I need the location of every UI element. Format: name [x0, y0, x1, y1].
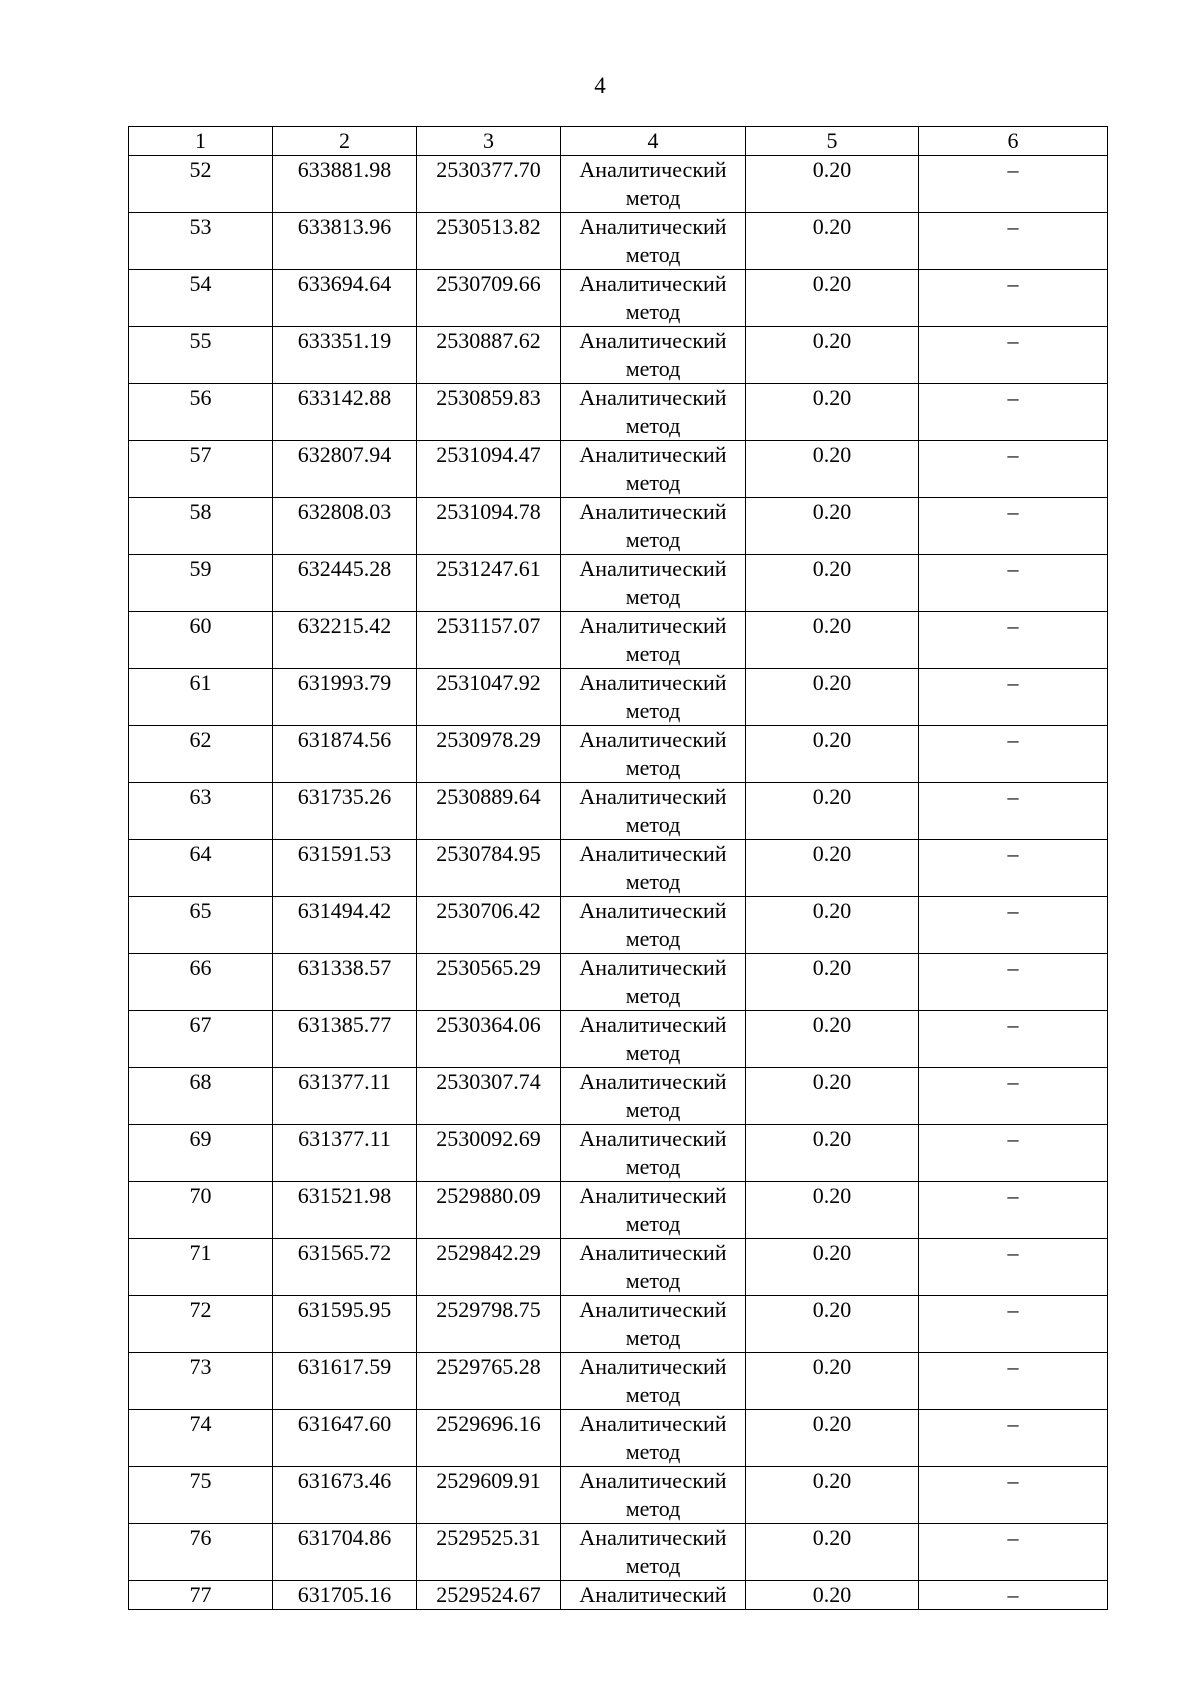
method-text: Аналитический метод	[579, 1297, 727, 1350]
method-cell	[561, 441, 746, 498]
x-coordinate-cell: 633881.98	[273, 156, 417, 213]
y-coordinate-cell: 2529524.67	[417, 1581, 561, 1610]
method-text: Аналитический метод	[579, 1468, 727, 1521]
x-coordinate-cell: 632445.28	[273, 555, 417, 612]
method-text: Аналитический метод	[579, 556, 727, 609]
point-number-cell: 75	[129, 1467, 273, 1524]
table-row	[129, 954, 1108, 1011]
point-number-cell: 64	[129, 840, 273, 897]
accuracy-cell: 0.20	[746, 441, 919, 498]
table-row	[129, 498, 1108, 555]
x-coordinate-cell: 631338.57	[273, 954, 417, 1011]
y-coordinate-cell: 2531047.92	[417, 669, 561, 726]
table-row	[129, 1011, 1108, 1068]
y-coordinate-cell: 2529765.28	[417, 1353, 561, 1410]
accuracy-cell: 0.20	[746, 156, 919, 213]
x-coordinate-cell: 631874.56	[273, 726, 417, 783]
header-cell: 4	[561, 127, 746, 156]
method-text: Аналитический метод	[579, 271, 727, 324]
method-cell	[561, 156, 746, 213]
note-cell: –	[919, 555, 1108, 612]
table-row	[129, 1467, 1108, 1524]
point-number-cell: 60	[129, 612, 273, 669]
accuracy-cell: 0.20	[746, 1011, 919, 1068]
point-number-cell: 62	[129, 726, 273, 783]
method-cell	[561, 897, 746, 954]
y-coordinate-cell: 2530784.95	[417, 840, 561, 897]
point-number-cell: 65	[129, 897, 273, 954]
accuracy-cell: 0.20	[746, 1296, 919, 1353]
note-cell: –	[919, 954, 1108, 1011]
method-cell	[561, 612, 746, 669]
point-number-cell: 52	[129, 156, 273, 213]
point-number-cell: 72	[129, 1296, 273, 1353]
x-coordinate-cell: 631377.11	[273, 1125, 417, 1182]
note-cell: –	[919, 1467, 1108, 1524]
point-number-cell: 55	[129, 327, 273, 384]
method-cell	[561, 1239, 746, 1296]
x-coordinate-cell: 633694.64	[273, 270, 417, 327]
y-coordinate-cell: 2531247.61	[417, 555, 561, 612]
y-coordinate-cell: 2530889.64	[417, 783, 561, 840]
table-row	[129, 1296, 1108, 1353]
note-cell: –	[919, 1524, 1108, 1581]
table-row	[129, 1239, 1108, 1296]
method-text: Аналитический метод	[579, 1525, 727, 1578]
y-coordinate-cell: 2530092.69	[417, 1125, 561, 1182]
method-cell	[561, 1011, 746, 1068]
x-coordinate-cell: 632215.42	[273, 612, 417, 669]
note-cell: –	[919, 840, 1108, 897]
note-cell: –	[919, 897, 1108, 954]
y-coordinate-cell: 2530706.42	[417, 897, 561, 954]
accuracy-cell: 0.20	[746, 384, 919, 441]
header-cell: 5	[746, 127, 919, 156]
method-text: Аналитический метод	[579, 1126, 727, 1179]
y-coordinate-cell: 2531094.47	[417, 441, 561, 498]
accuracy-cell: 0.20	[746, 1410, 919, 1467]
note-cell: –	[919, 327, 1108, 384]
x-coordinate-cell: 632808.03	[273, 498, 417, 555]
table-row	[129, 1182, 1108, 1239]
note-cell: –	[919, 1068, 1108, 1125]
point-number-cell: 63	[129, 783, 273, 840]
note-cell: –	[919, 1296, 1108, 1353]
y-coordinate-cell: 2530709.66	[417, 270, 561, 327]
method-text: Аналитический	[579, 1582, 727, 1607]
note-cell: –	[919, 612, 1108, 669]
accuracy-cell: 0.20	[746, 783, 919, 840]
accuracy-cell: 0.20	[746, 1353, 919, 1410]
table-row	[129, 1581, 1108, 1610]
note-cell: –	[919, 384, 1108, 441]
table-row	[129, 327, 1108, 384]
y-coordinate-cell: 2529880.09	[417, 1182, 561, 1239]
method-cell	[561, 1125, 746, 1182]
accuracy-cell: 0.20	[746, 897, 919, 954]
accuracy-cell: 0.20	[746, 327, 919, 384]
header-cell: 6	[919, 127, 1108, 156]
method-cell	[561, 1353, 746, 1410]
point-number-cell: 68	[129, 1068, 273, 1125]
method-cell	[561, 1068, 746, 1125]
method-cell	[561, 1467, 746, 1524]
table-row	[129, 897, 1108, 954]
x-coordinate-cell: 631704.86	[273, 1524, 417, 1581]
method-text: Аналитический метод	[579, 727, 727, 780]
y-coordinate-cell: 2530377.70	[417, 156, 561, 213]
accuracy-cell: 0.20	[746, 1125, 919, 1182]
note-cell: –	[919, 726, 1108, 783]
x-coordinate-cell: 631595.95	[273, 1296, 417, 1353]
accuracy-cell: 0.20	[746, 669, 919, 726]
header-cell: 1	[129, 127, 273, 156]
point-number-cell: 77	[129, 1581, 273, 1610]
method-cell	[561, 954, 746, 1011]
method-cell	[561, 213, 746, 270]
x-coordinate-cell: 631591.53	[273, 840, 417, 897]
x-coordinate-cell: 632807.94	[273, 441, 417, 498]
method-text: Аналитический метод	[579, 784, 727, 837]
method-text: Аналитический метод	[579, 214, 727, 267]
note-cell: –	[919, 1125, 1108, 1182]
x-coordinate-cell: 631673.46	[273, 1467, 417, 1524]
method-cell	[561, 327, 746, 384]
method-text: Аналитический метод	[579, 955, 727, 1008]
method-text: Аналитический метод	[579, 1411, 727, 1464]
note-cell: –	[919, 1011, 1108, 1068]
point-number-cell: 74	[129, 1410, 273, 1467]
note-cell: –	[919, 669, 1108, 726]
accuracy-cell: 0.20	[746, 954, 919, 1011]
note-cell: –	[919, 783, 1108, 840]
table-row	[129, 840, 1108, 897]
note-cell: –	[919, 1410, 1108, 1467]
x-coordinate-cell: 631647.60	[273, 1410, 417, 1467]
table-header	[129, 127, 1108, 156]
x-coordinate-cell: 631521.98	[273, 1182, 417, 1239]
point-number-cell: 70	[129, 1182, 273, 1239]
x-coordinate-cell: 631993.79	[273, 669, 417, 726]
table-row	[129, 555, 1108, 612]
method-text: Аналитический метод	[579, 1183, 727, 1236]
table-row	[129, 669, 1108, 726]
y-coordinate-cell: 2530859.83	[417, 384, 561, 441]
y-coordinate-cell: 2530565.29	[417, 954, 561, 1011]
accuracy-cell: 0.20	[746, 270, 919, 327]
table-row	[129, 1068, 1108, 1125]
table-row	[129, 270, 1108, 327]
y-coordinate-cell: 2529525.31	[417, 1524, 561, 1581]
method-cell	[561, 1581, 746, 1610]
method-cell	[561, 555, 746, 612]
point-number-cell: 69	[129, 1125, 273, 1182]
note-cell: –	[919, 441, 1108, 498]
method-text: Аналитический метод	[579, 1354, 727, 1407]
point-number-cell: 58	[129, 498, 273, 555]
method-cell	[561, 1296, 746, 1353]
method-text: Аналитический метод	[579, 1012, 727, 1065]
method-text: Аналитический метод	[579, 499, 727, 552]
method-text: Аналитический метод	[579, 613, 727, 666]
accuracy-cell: 0.20	[746, 1581, 919, 1610]
table-row	[129, 1524, 1108, 1581]
note-cell: –	[919, 1182, 1108, 1239]
coordinates-table	[128, 126, 1108, 1610]
header-cell: 3	[417, 127, 561, 156]
point-number-cell: 53	[129, 213, 273, 270]
point-number-cell: 57	[129, 441, 273, 498]
x-coordinate-cell: 631565.72	[273, 1239, 417, 1296]
x-coordinate-cell: 633813.96	[273, 213, 417, 270]
method-cell	[561, 498, 746, 555]
header-cell: 2	[273, 127, 417, 156]
method-text: Аналитический метод	[579, 1240, 727, 1293]
accuracy-cell: 0.20	[746, 1239, 919, 1296]
y-coordinate-cell: 2529798.75	[417, 1296, 561, 1353]
note-cell: –	[919, 270, 1108, 327]
table-row	[129, 783, 1108, 840]
point-number-cell: 71	[129, 1239, 273, 1296]
note-cell: –	[919, 156, 1108, 213]
point-number-cell: 73	[129, 1353, 273, 1410]
accuracy-cell: 0.20	[746, 555, 919, 612]
method-text: Аналитический метод	[579, 328, 727, 381]
table-row	[129, 441, 1108, 498]
table-row	[129, 156, 1108, 213]
note-cell: –	[919, 498, 1108, 555]
point-number-cell: 56	[129, 384, 273, 441]
y-coordinate-cell: 2529696.16	[417, 1410, 561, 1467]
accuracy-cell: 0.20	[746, 213, 919, 270]
table-body	[129, 156, 1108, 1610]
table-row	[129, 1353, 1108, 1410]
method-text: Аналитический метод	[579, 385, 727, 438]
y-coordinate-cell: 2529609.91	[417, 1467, 561, 1524]
accuracy-cell: 0.20	[746, 612, 919, 669]
x-coordinate-cell: 631735.26	[273, 783, 417, 840]
x-coordinate-cell: 631385.77	[273, 1011, 417, 1068]
method-text: Аналитический метод	[579, 898, 727, 951]
y-coordinate-cell: 2530887.62	[417, 327, 561, 384]
x-coordinate-cell: 633142.88	[273, 384, 417, 441]
method-cell	[561, 384, 746, 441]
accuracy-cell: 0.20	[746, 1068, 919, 1125]
method-text: Аналитический метод	[579, 841, 727, 894]
note-cell: –	[919, 1581, 1108, 1610]
table-row	[129, 1125, 1108, 1182]
x-coordinate-cell: 631377.11	[273, 1068, 417, 1125]
method-cell	[561, 270, 746, 327]
table-row	[129, 1410, 1108, 1467]
note-cell: –	[919, 1353, 1108, 1410]
point-number-cell: 67	[129, 1011, 273, 1068]
accuracy-cell: 0.20	[746, 1467, 919, 1524]
point-number-cell: 61	[129, 669, 273, 726]
x-coordinate-cell: 631494.42	[273, 897, 417, 954]
y-coordinate-cell: 2531157.07	[417, 612, 561, 669]
y-coordinate-cell: 2530978.29	[417, 726, 561, 783]
table-row	[129, 384, 1108, 441]
accuracy-cell: 0.20	[746, 1524, 919, 1581]
point-number-cell: 76	[129, 1524, 273, 1581]
method-text: Аналитический метод	[579, 1069, 727, 1122]
accuracy-cell: 0.20	[746, 726, 919, 783]
table-row	[129, 612, 1108, 669]
note-cell: –	[919, 1239, 1108, 1296]
method-cell	[561, 840, 746, 897]
point-number-cell: 66	[129, 954, 273, 1011]
y-coordinate-cell: 2531094.78	[417, 498, 561, 555]
method-cell	[561, 1410, 746, 1467]
y-coordinate-cell: 2530364.06	[417, 1011, 561, 1068]
accuracy-cell: 0.20	[746, 498, 919, 555]
method-cell	[561, 1182, 746, 1239]
method-text: Аналитический метод	[579, 670, 727, 723]
method-text: Аналитический метод	[579, 442, 727, 495]
method-cell	[561, 726, 746, 783]
method-text: Аналитический метод	[579, 157, 727, 210]
table-header-row	[129, 127, 1108, 156]
table-row	[129, 726, 1108, 783]
table-row	[129, 213, 1108, 270]
y-coordinate-cell: 2530307.74	[417, 1068, 561, 1125]
method-cell	[561, 1524, 746, 1581]
point-number-cell: 59	[129, 555, 273, 612]
x-coordinate-cell: 631617.59	[273, 1353, 417, 1410]
method-cell	[561, 783, 746, 840]
x-coordinate-cell: 631705.16	[273, 1581, 417, 1610]
y-coordinate-cell: 2530513.82	[417, 213, 561, 270]
y-coordinate-cell: 2529842.29	[417, 1239, 561, 1296]
x-coordinate-cell: 633351.19	[273, 327, 417, 384]
accuracy-cell: 0.20	[746, 1182, 919, 1239]
method-cell	[561, 669, 746, 726]
point-number-cell: 54	[129, 270, 273, 327]
note-cell: –	[919, 213, 1108, 270]
accuracy-cell: 0.20	[746, 840, 919, 897]
page-number: 4	[594, 73, 606, 98]
